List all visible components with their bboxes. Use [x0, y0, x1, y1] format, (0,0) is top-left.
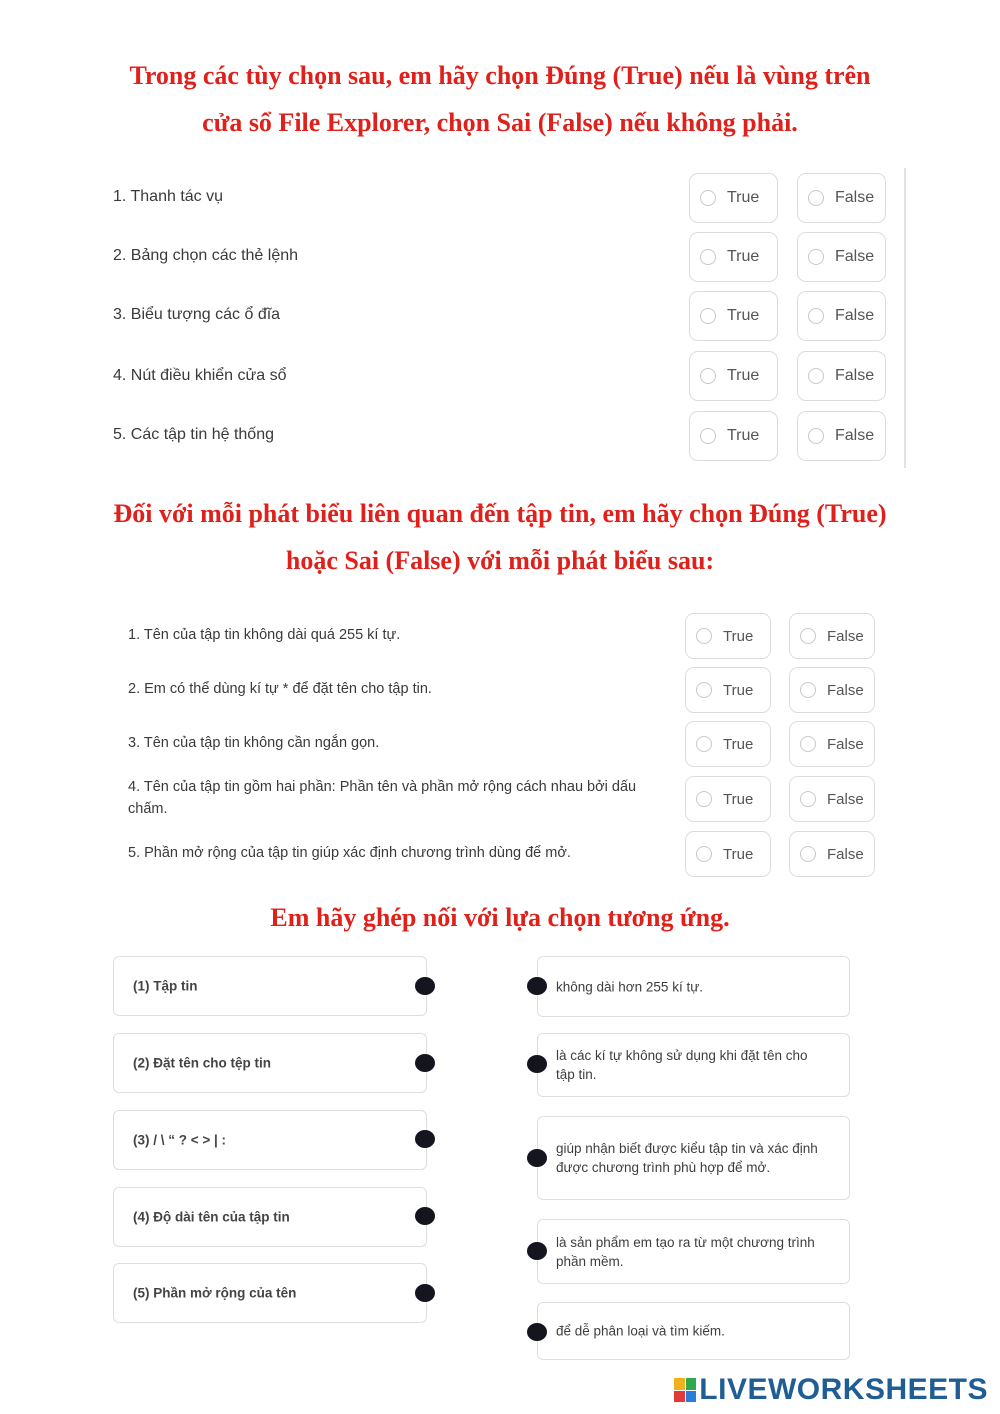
match-right-item [537, 956, 850, 1017]
option-label: False [827, 627, 864, 645]
question-text: 5. Các tập tin hệ thống [113, 426, 274, 443]
question-text: 5. Phần mở rộng của tập tin giúp xác định chương trình dùng để mở. [128, 845, 571, 861]
match-right-item [537, 1302, 850, 1360]
connector-dot[interactable] [415, 977, 435, 995]
connector-dot[interactable] [527, 1242, 547, 1260]
question-text: 3. Tên của tập tin không cần ngắn gọn. [128, 735, 380, 751]
radio-circle-icon [700, 249, 716, 265]
vertical-divider [904, 168, 906, 468]
liveworksheets-logo-icon [674, 1378, 696, 1402]
true-option[interactable] [689, 173, 778, 223]
logo-square [686, 1378, 697, 1390]
match-right-item [537, 1219, 850, 1284]
match-left-item [113, 1033, 427, 1093]
radio-circle-icon [696, 682, 712, 698]
radio-circle-icon [800, 846, 816, 862]
match-left-text: (1) Tập tin [133, 978, 198, 994]
option-label: False [827, 845, 864, 863]
match-right-item [537, 1033, 850, 1097]
false-option[interactable] [797, 173, 886, 223]
brand-name: LIVEWORKSHEETS [699, 1373, 988, 1406]
option-label: True [723, 790, 754, 808]
option-label: True [723, 681, 754, 699]
false-option[interactable] [789, 776, 875, 822]
match-right-item [537, 1116, 850, 1200]
match-left-item [113, 956, 427, 1016]
false-option[interactable] [789, 721, 875, 767]
match-left-item [113, 1263, 427, 1323]
match-left-text: (5) Phần mở rộng của tên [133, 1285, 297, 1301]
option-label: True [727, 427, 760, 444]
match-right-text: là các kí tự không sử dụng khi đặt tên cho tập tin. [556, 1048, 808, 1082]
section2-heading-line2: hoặc Sai (False) với mỗi phát biểu sau: [285, 546, 715, 575]
match-left-text: (2) Đặt tên cho tệp tin [133, 1055, 271, 1071]
option-label: False [827, 735, 864, 753]
false-option[interactable] [797, 351, 886, 401]
connector-dot[interactable] [527, 977, 547, 995]
match-left-text: (4) Độ dài tên của tập tin [133, 1209, 290, 1225]
option-label: True [727, 189, 760, 206]
logo-square [686, 1391, 697, 1403]
radio-circle-icon [696, 628, 712, 644]
question-text: 2. Em có thể dùng kí tự * để đặt tên cho tập tin. [128, 681, 432, 697]
connector-dot[interactable] [415, 1130, 435, 1148]
true-option[interactable] [685, 776, 771, 822]
option-label: True [727, 307, 760, 324]
radio-circle-icon [700, 308, 716, 324]
false-option[interactable] [789, 667, 875, 713]
match-left-item [113, 1187, 427, 1247]
option-label: False [827, 681, 864, 699]
option-label: False [835, 367, 875, 384]
section3-heading-text: Em hãy ghép nối với lựa chọn tương ứng. [270, 903, 730, 932]
section1-heading [60, 52, 940, 146]
true-option[interactable] [685, 613, 771, 659]
connector-dot[interactable] [527, 1149, 547, 1167]
section3-heading [60, 894, 940, 941]
option-label: False [827, 790, 864, 808]
false-option[interactable] [789, 613, 875, 659]
connector-dot[interactable] [415, 1054, 435, 1072]
connector-dot[interactable] [415, 1284, 435, 1302]
logo-square [674, 1391, 685, 1403]
connector-dot[interactable] [527, 1055, 547, 1073]
radio-circle-icon [808, 249, 824, 265]
question-text: 1. Thanh tác vụ [113, 188, 223, 205]
radio-circle-icon [808, 368, 824, 384]
radio-circle-icon [700, 428, 716, 444]
question-text: 2. Bảng chọn các thẻ lệnh [113, 247, 299, 264]
radio-circle-icon [696, 736, 712, 752]
option-label: False [835, 427, 875, 444]
option-label: False [835, 248, 875, 265]
radio-circle-icon [700, 368, 716, 384]
section2-heading-line1: Đối với mỗi phát biểu liên quan đến tập tin, em hãy chọn Đúng (True) [113, 499, 887, 528]
option-label: True [727, 367, 760, 384]
liveworksheets-brand [674, 1372, 988, 1408]
option-label: False [835, 307, 875, 324]
true-option[interactable] [689, 411, 778, 461]
radio-circle-icon [800, 736, 816, 752]
question-text: 4. Nút điều khiển cửa sổ [113, 367, 287, 384]
option-label: False [835, 189, 875, 206]
true-option[interactable] [689, 232, 778, 282]
radio-circle-icon [696, 791, 712, 807]
radio-circle-icon [696, 846, 712, 862]
true-option[interactable] [689, 291, 778, 341]
option-label: True [727, 248, 760, 265]
true-option[interactable] [685, 667, 771, 713]
question-text: 3. Biểu tượng các ổ đĩa [113, 306, 281, 323]
match-left-item [113, 1110, 427, 1170]
true-option[interactable] [685, 721, 771, 767]
question-text: 1. Tên của tập tin không dài quá 255 kí tự. [128, 627, 401, 643]
section1-heading-line2: cửa sổ File Explorer, chọn Sai (False) nếu không phải. [202, 108, 798, 137]
match-right-text: không dài hơn 255 kí tự. [556, 979, 703, 994]
radio-circle-icon [800, 628, 816, 644]
logo-square [674, 1378, 685, 1390]
radio-circle-icon [700, 190, 716, 206]
radio-circle-icon [808, 428, 824, 444]
false-option[interactable] [797, 232, 886, 282]
section1-heading-line1: Trong các tùy chọn sau, em hãy chọn Đúng (True) nếu là vùng trên [129, 61, 871, 90]
false-option[interactable] [797, 411, 886, 461]
false-option[interactable] [797, 291, 886, 341]
match-right-text: là sản phẩm em tạo ra từ một chương trình phần mềm. [556, 1234, 815, 1269]
option-label: True [723, 735, 754, 753]
match-right-text: giúp nhận biết được kiểu tập tin và xác định được chương trình phù hợp để mở. [556, 1141, 818, 1175]
radio-circle-icon [800, 791, 816, 807]
false-option[interactable] [789, 831, 875, 877]
match-right-text: để dễ phân loại và tìm kiếm. [556, 1323, 725, 1339]
match-left-text: (3) / \ “ ? < > | : [133, 1132, 227, 1148]
radio-circle-icon [800, 682, 816, 698]
radio-circle-icon [808, 190, 824, 206]
connector-dot[interactable] [415, 1207, 435, 1225]
radio-circle-icon [808, 308, 824, 324]
true-option[interactable] [689, 351, 778, 401]
section2-heading [60, 490, 940, 584]
true-option[interactable] [685, 831, 771, 877]
option-label: True [723, 845, 754, 863]
connector-dot[interactable] [527, 1323, 547, 1341]
option-label: True [723, 627, 754, 645]
question-text: 4. Tên của tập tin gồm hai phần: Phần tên và phần mở rộng cách nhau bởi dấu chấm. [128, 779, 637, 817]
